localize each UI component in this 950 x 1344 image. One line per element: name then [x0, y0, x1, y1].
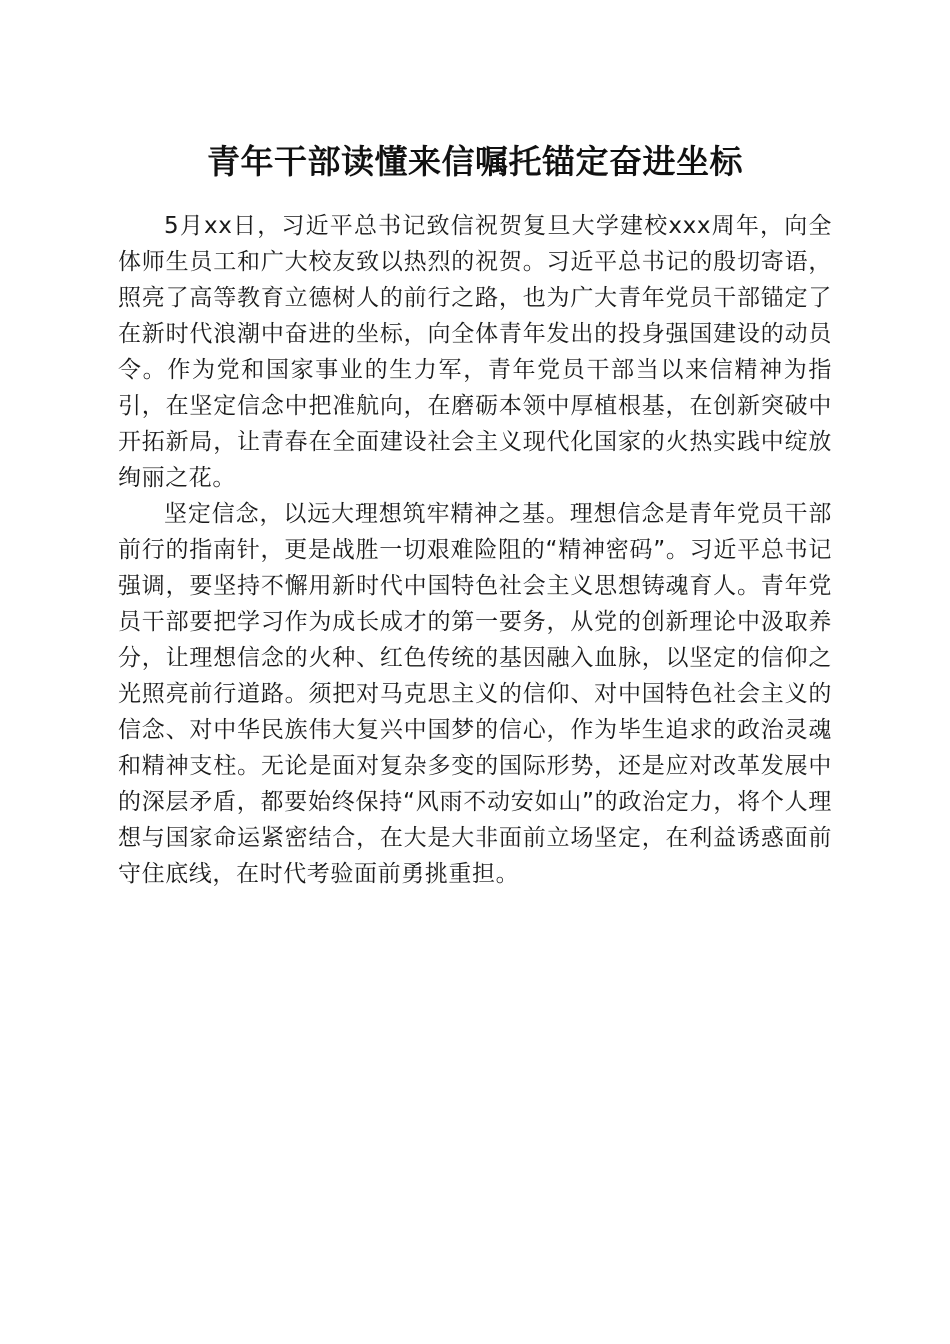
document-body — [118, 208, 832, 892]
document-title: 青年干部读懂来信嘱托锚定奋进坐标 — [207, 142, 743, 181]
paragraph-1: 5月xx日，习近平总书记致信祝贺复旦大学建校xxx周年，向全体师生员工和广大校友致以热烈的祝贺。习近平总书记的殷切寄语，照亮了高等教育立德树人的前行之路，也为广大青年党员干部锚定了在新时代浪潮中奋进的坐标，向全体青年发出的投身强国建设的动员令。作为党和国家事业的生力军，青年党员干部当以来信精神为指引，在坚定信念中把准航向，在磨砺本领中厚植根基，在创新突破中开拓新局，让青春在全面建设社会主义现代化国家的火热实践中绽放绚丽之花。 — [118, 213, 832, 491]
paragraph-2: 坚定信念，以远大理想筑牢精神之基。理想信念是青年党员干部前行的指南针，更是战胜一切艰难险阻的“精神密码”。习近平总书记强调，要坚持不懈用新时代中国特色社会主义思想铸魂育人。青年党员干部要把学习作为成长成才的第一要务，从党的创新理论中汲取养分，让理想信念的火种、红色传统的基因融入血脉，以坚定的信仰之光照亮前行道路。须把对马克思主义的信仰、对中国特色社会主义的信念、对中华民族伟大复兴中国梦的信心，作为毕生追求的政治灵魂和精神支柱。无论是面对复杂多变的国际形势，还是应对改革发展中的深层矛盾，都要始终保持“风雨不动安如山”的政治定力，将个人理想与国家命运紧密结合，在大是大非面前立场坚定，在利益诱惑面前守住底线，在时代考验面前勇挑重担。 — [118, 501, 832, 887]
